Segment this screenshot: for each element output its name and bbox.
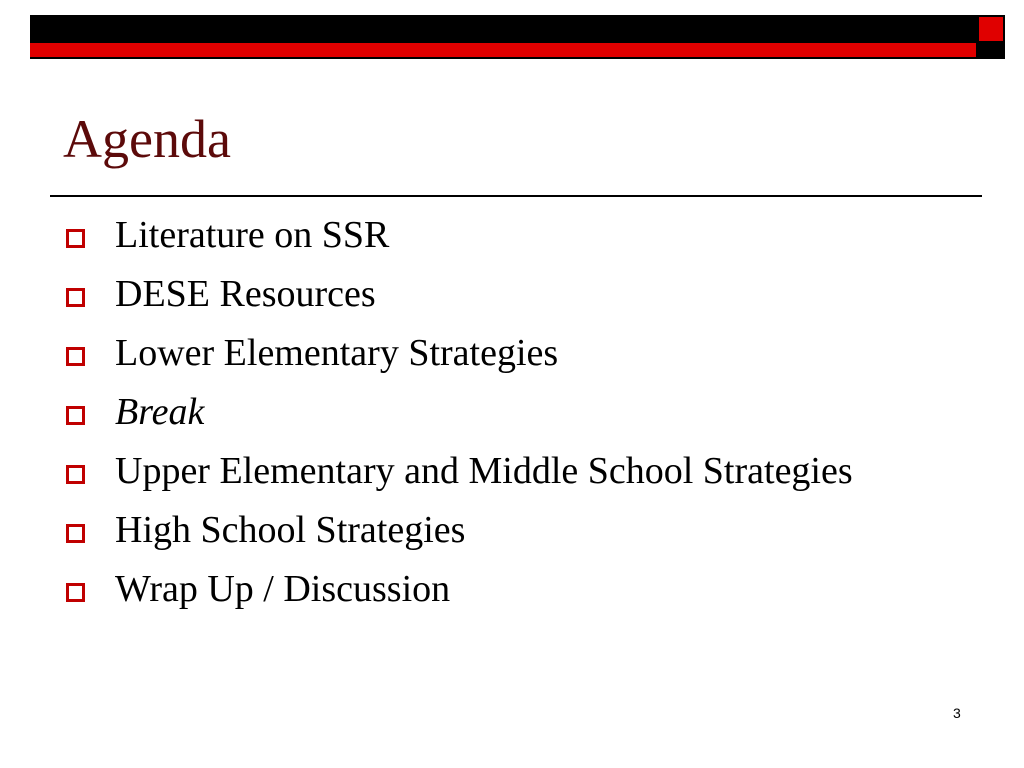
agenda-item-text: DESE Resources — [115, 273, 376, 315]
agenda-item — [66, 507, 966, 553]
square-bullet-icon — [66, 465, 85, 484]
agenda-item-break — [66, 389, 966, 435]
agenda-item — [66, 212, 966, 258]
agenda-item — [66, 566, 966, 612]
agenda-item-text: Wrap Up / Discussion — [115, 568, 451, 610]
agenda-item-text: Break — [115, 391, 205, 433]
square-bullet-icon — [66, 406, 85, 425]
agenda-item — [66, 330, 966, 376]
agenda-item-text: High School Strategies — [115, 509, 466, 551]
agenda-item — [66, 271, 966, 317]
square-bullet-icon — [66, 524, 85, 543]
title-divider — [50, 195, 982, 197]
square-bullet-icon — [66, 583, 85, 602]
square-bullet-icon — [66, 229, 85, 248]
page-number: 3 — [953, 705, 961, 721]
agenda-list — [66, 212, 966, 625]
square-bullet-icon — [66, 347, 85, 366]
slide-title: Agenda — [63, 109, 231, 169]
agenda-item-text: Lower Elementary Strategies — [115, 332, 559, 374]
header-red-stripe — [30, 43, 976, 57]
square-bullet-icon — [66, 288, 85, 307]
header-red-square — [979, 17, 1003, 41]
agenda-item-text: Upper Elementary and Middle School Strategies — [115, 450, 853, 492]
agenda-item-text: Literature on SSR — [115, 214, 390, 256]
agenda-item — [66, 448, 966, 494]
header-decoration-bar — [30, 15, 1005, 59]
